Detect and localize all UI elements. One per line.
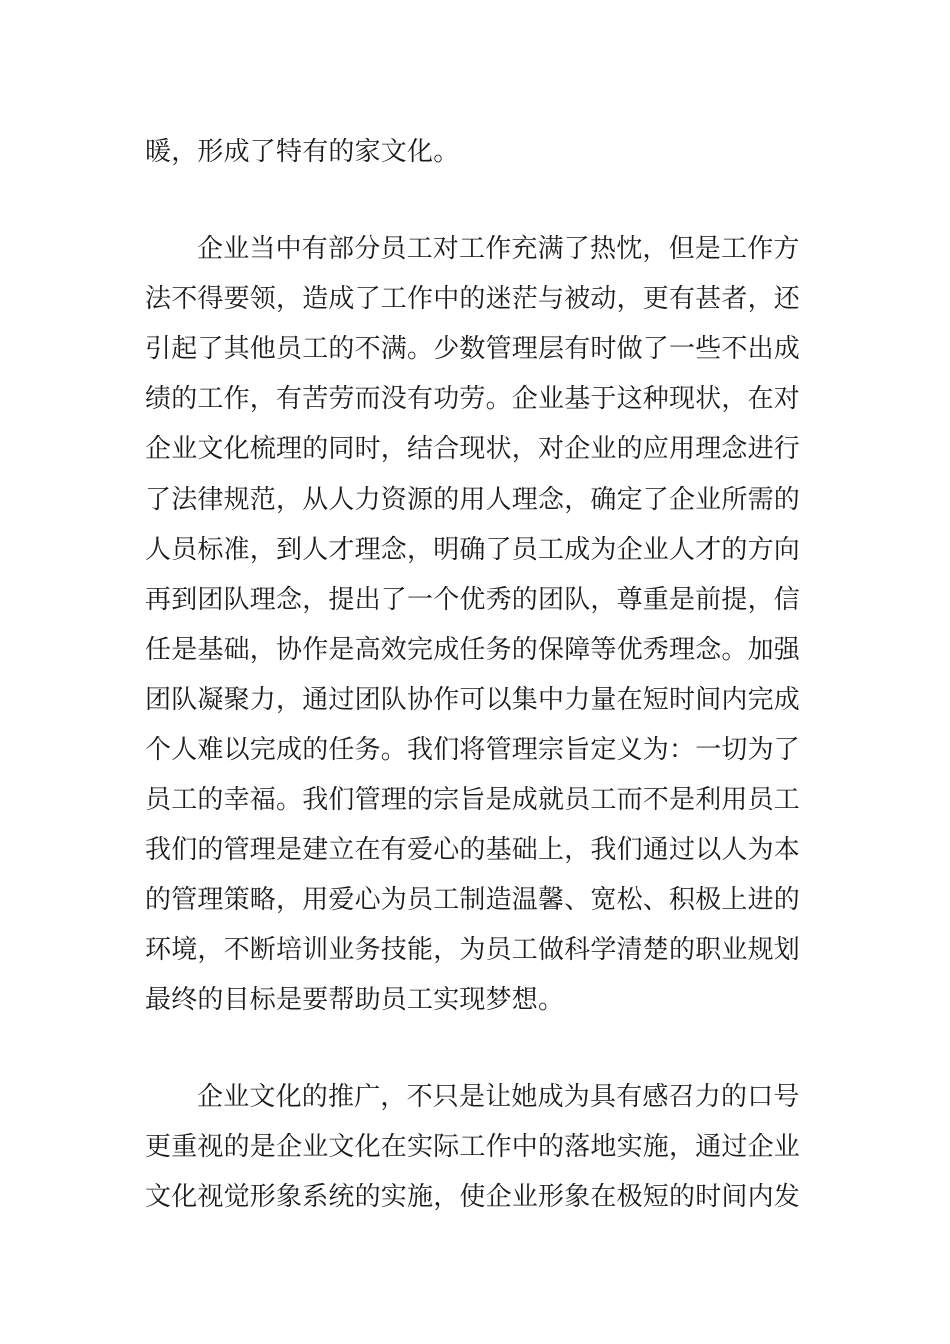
paragraph-3-line-2: 更重视的是企业文化在实际工作中的落地实施，通过企业 <box>145 1132 801 1162</box>
paragraph-3-line-1: 企业文化的推广，不只是让她成为具有感召力的口号 <box>197 1082 800 1112</box>
paragraph-2-line-3: 引起了其他员工的不满。少数管理层有时做了一些不出成 <box>145 334 801 364</box>
paragraph-2-line-4: 绩的工作，有苦劳而没有功劳。企业基于这种现状，在对 <box>145 384 801 414</box>
paragraph-2-line-8: 再到团队理念，提出了一个优秀的团队，尊重是前提，信 <box>145 585 801 615</box>
paragraph-1-line-1: 暖，形成了特有的家文化。 <box>145 137 460 167</box>
paragraph-2-line-13: 我们的管理是建立在有爱心的基础上，我们通过以人为本 <box>145 835 801 865</box>
paragraph-2-line-15: 环境，不断培训业务技能，为员工做科学清楚的职业规划 <box>145 935 801 965</box>
paragraph-2-line-1: 企业当中有部分员工对工作充满了热忱，但是工作方 <box>197 234 800 264</box>
paragraph-2-line-14: 的管理策略，用爱心为员工制造温馨、宽松、积极上进的 <box>145 885 801 915</box>
paragraph-2-line-11: 个人难以完成的任务。我们将管理宗旨定义为：一切为了 <box>145 735 801 765</box>
paragraph-2-line-6: 了法律规范，从人力资源的用人理念，确定了企业所需的 <box>145 485 801 515</box>
paragraph-2-line-9: 任是基础，协作是高效完成任务的保障等优秀理念。加强 <box>145 635 801 665</box>
paragraph-2-line-10: 团队凝聚力，通过团队协作可以集中力量在短时间内完成 <box>145 685 801 715</box>
paragraph-2-line-12: 员工的幸福。我们管理的宗旨是成就员工而不是利用员工 <box>145 785 801 815</box>
paragraph-2-line-16: 最终的目标是要帮助员工实现梦想。 <box>145 985 565 1015</box>
paragraph-2-line-5: 企业文化梳理的同时，结合现状，对企业的应用理念进行 <box>145 434 801 464</box>
paragraph-2-line-7: 人员标准，到人才理念，明确了员工成为企业人才的方向 <box>145 535 801 565</box>
paragraph-2-line-2: 法不得要领，造成了工作中的迷茫与被动，更有甚者，还 <box>145 284 801 314</box>
paragraph-3-line-3: 文化视觉形象系统的实施，使企业形象在极短的时间内发 <box>145 1182 801 1212</box>
